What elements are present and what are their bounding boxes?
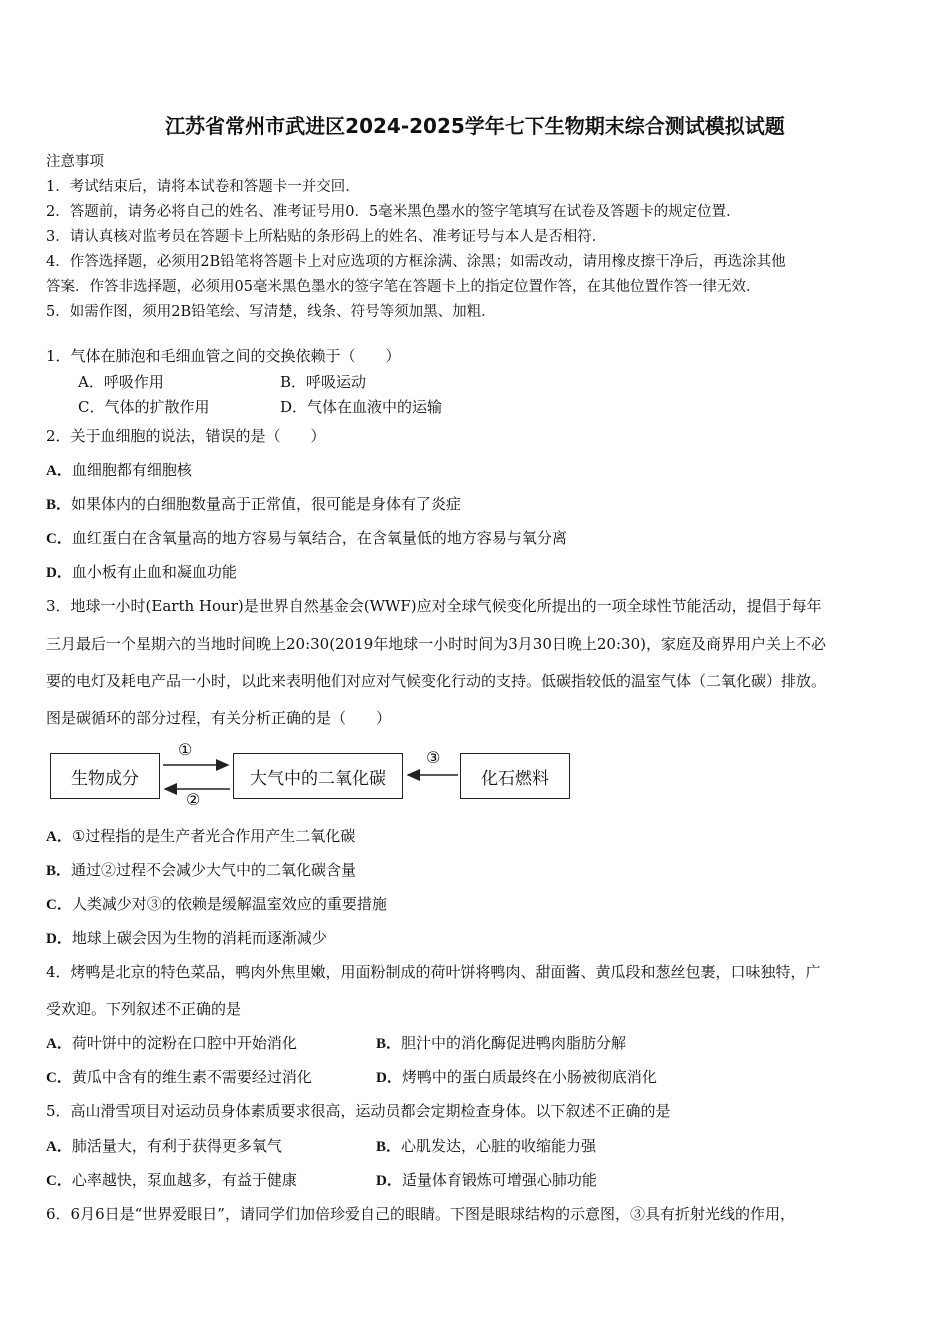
q3-stem-line: 图是碳循环的部分过程，有关分析正确的是（ ） (46, 709, 392, 727)
option-text: 血细胞都有细胞核 (71, 461, 192, 479)
q2-option-a (46, 460, 192, 481)
q4-stem-line: 4．烤鸭是北京的特色菜品，鸭肉外焦里嫩，用面粉制成的荷叶饼将鸭肉、甜面酱、黄瓜段和葱丝包裹，口味独特，广 (46, 963, 821, 981)
q4-option-d (376, 1067, 657, 1088)
carbon-cycle-diagram (40, 736, 580, 808)
option-text: 地球上碳会因为生物的消耗而逐渐减少 (71, 929, 327, 947)
q5-option-b (376, 1136, 596, 1157)
option-text: 血小板有止血和凝血功能 (71, 563, 237, 581)
notice-line: 3．请认真核对监考员在答题卡上所粘贴的条形码上的姓名、准考证号与本人是否相符． (46, 229, 607, 245)
q4-option-b (376, 1033, 626, 1054)
option-text: 血红蛋白在含氧量高的地方容易与氧结合，在含氧量低的地方容易与氧分离 (71, 529, 567, 547)
option-label: D． (46, 565, 72, 581)
option-label: B． (46, 497, 72, 513)
option-label: A． (46, 829, 72, 845)
option-label: B． (376, 1036, 402, 1052)
option-label: D． (46, 931, 72, 947)
q2-option-c (46, 528, 567, 549)
option-label: D． (376, 1173, 402, 1189)
option-label: B． (46, 863, 72, 879)
option-label: C． (46, 531, 72, 547)
option-label: C． (46, 1173, 72, 1189)
q2-option-d (46, 562, 237, 583)
option-text: 荷叶饼中的淀粉在口腔中开始消化 (71, 1034, 297, 1052)
notice-heading: 注意事项 (46, 154, 104, 170)
q3-stem-line: 3．地球一小时(Earth Hour)是世界自然基金会(WWF)应对全球气候变化所提出的一项全球性节能活动，提倡于每年 (46, 597, 822, 615)
option-label: A． (46, 463, 72, 479)
option-text: 如果体内的白细胞数量高于正常值，很可能是身体有了炎症 (71, 495, 462, 513)
diagram-arrows (40, 736, 580, 808)
option-text: 肺活量大，有利于获得更多氧气 (71, 1137, 282, 1155)
step-2-label: ② (186, 790, 201, 809)
q3-option-d (46, 928, 327, 949)
option-text: 适量体育锻炼可增强心肺功能 (401, 1171, 597, 1189)
option-label: A． (46, 1036, 72, 1052)
option-text: 黄瓜中含有的维生素不需要经过消化 (71, 1068, 312, 1086)
page-title: 江苏省常州市武进区2024-2025学年七下生物期末综合测试模拟试题 (165, 114, 785, 138)
q5-stem: 5．高山滑雪项目对运动员身体素质要求很高，运动员都会定期检查身体。以下叙述不正确的是 (46, 1102, 671, 1120)
option-label: A． (46, 1139, 72, 1155)
option-label: B． (376, 1139, 402, 1155)
option-text: 心肌发达，心脏的收缩能力强 (401, 1137, 597, 1155)
box-atmospheric-co2: 大气中的二氧化碳 (233, 753, 403, 799)
notice-line: 4．作答选择题，必须用2B铅笔将答题卡上对应选项的方框涂满、涂黑；如需改动，请用橡皮擦干净后，再选涂其他 (46, 254, 786, 270)
option-text: 胆汁中的消化酶促进鸭肉脂肪分解 (401, 1034, 627, 1052)
q5-option-a (46, 1136, 282, 1157)
q3-option-b (46, 860, 356, 881)
q3-option-c (46, 894, 387, 915)
step-3-label: ③ (426, 748, 441, 767)
notice-line: 5．如需作图，须用2B铅笔绘、写清楚，线条、符号等须加黑、加粗． (46, 304, 496, 320)
notice-line: 1．考试结束后，请将本试卷和答题卡一并交回． (46, 179, 360, 195)
q3-stem-line: 要的电灯及耗电产品一小时，以此来表明他们对应对气候变化行动的支持。低碳指较低的温室气体（二氧化碳）排放。 (46, 672, 827, 690)
q1-option-d: D．气体在血液中的运输 (280, 398, 443, 416)
option-text: 通过②过程不会减少大气中的二氧化碳含量 (71, 861, 357, 879)
notice-line: 答案．作答非选择题，必须用05毫米黑色墨水的签字笔在答题卡上的指定位置作答，在其他位置作答一律无效． (46, 279, 761, 295)
q5-option-d (376, 1170, 597, 1191)
q4-option-a (46, 1033, 297, 1054)
q2-option-b (46, 494, 461, 515)
q3-stem-line: 三月最后一个星期六的当地时间晚上20:30(2019年地球一小时时间为3月30日晚上20:30)，家庭及商界用户关上不必 (46, 635, 826, 653)
q4-stem-line: 受欢迎。下列叙述不正确的是 (46, 1000, 242, 1018)
box-fossil-fuels: 化石燃料 (460, 753, 570, 799)
option-text: 心率越快，泵血越多，有益于健康 (71, 1171, 297, 1189)
option-text: 烤鸭中的蛋白质最终在小肠被彻底消化 (401, 1068, 657, 1086)
q1-stem: 1．气体在肺泡和毛细血管之间的交换依赖于（ ） (46, 347, 401, 365)
notice-line: 2．答题前，请务必将自己的姓名、准考证号用0．5毫米黑色墨水的签字笔填写在试卷及答题卡的规定位置． (46, 204, 741, 220)
q6-stem-line: 6．6月6日是“世界爱眼日”，请同学们加倍珍爱自己的眼睛。下图是眼球结构的示意图，③具有折射光线的作用， (46, 1205, 795, 1223)
q4-option-c (46, 1067, 312, 1088)
option-text: 人类减少对③的依赖是缓解温室效应的重要措施 (71, 895, 387, 913)
q1-option-a: A．呼吸作用 (78, 373, 164, 391)
q3-option-a (46, 826, 355, 847)
option-text: ①过程指的是生产者光合作用产生二氧化碳 (71, 827, 356, 845)
q5-option-c (46, 1170, 297, 1191)
q1-option-c: C．气体的扩散作用 (78, 398, 210, 416)
step-1-label: ① (178, 740, 193, 759)
box-biological-components: 生物成分 (50, 753, 160, 799)
option-label: C． (46, 897, 72, 913)
q2-stem: 2．关于血细胞的说法，错误的是（ ） (46, 427, 326, 445)
q1-option-b: B．呼吸运动 (280, 373, 367, 391)
option-label: D． (376, 1070, 402, 1086)
option-label: C． (46, 1070, 72, 1086)
